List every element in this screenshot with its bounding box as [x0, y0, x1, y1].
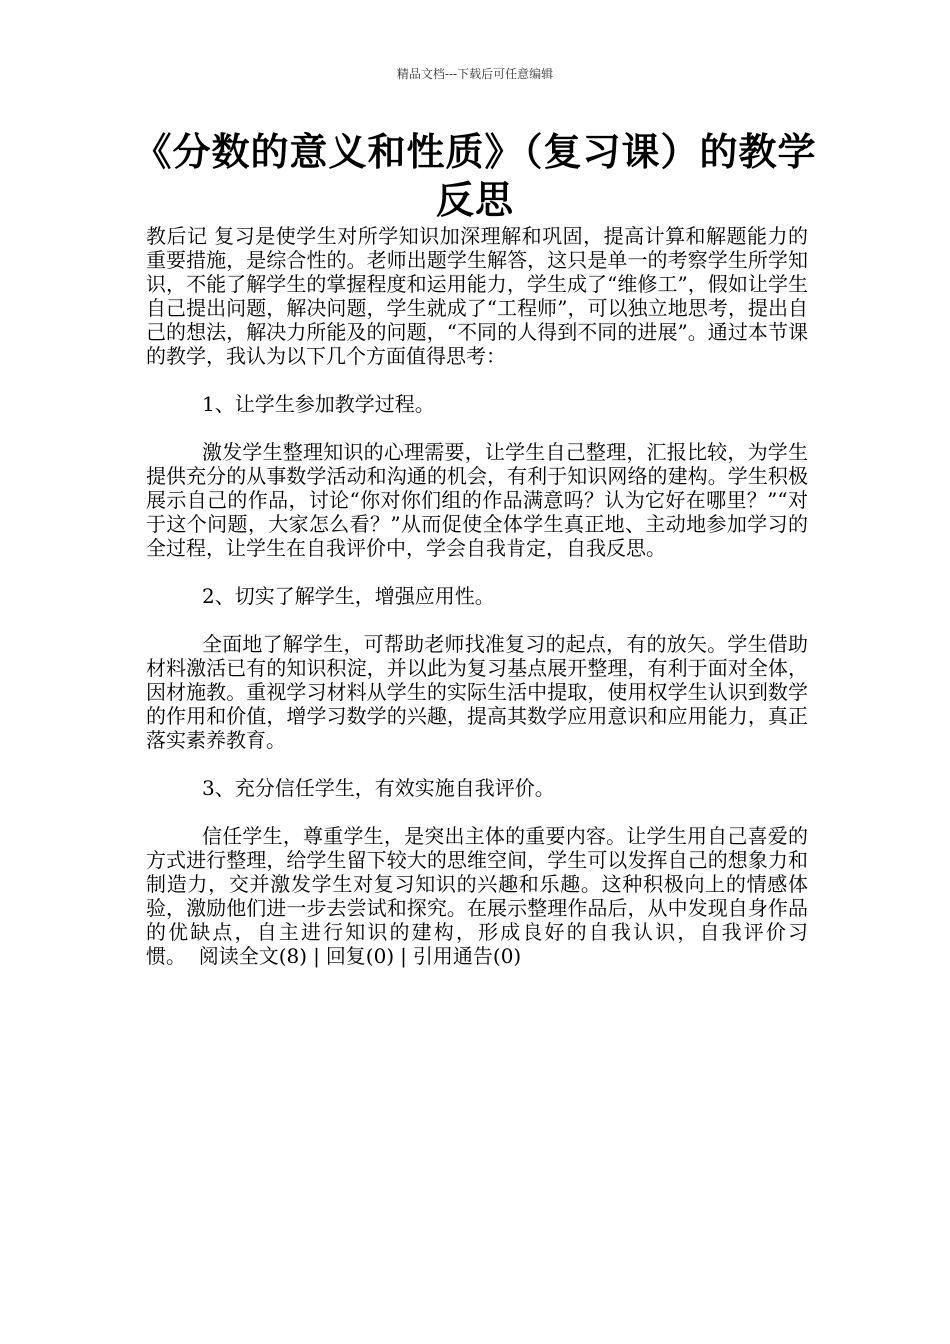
- section-3-body: 信任学生，尊重学生，是突出主体的重要内容。让学生用自己喜爱的方式进行整理，给学生留下较大的思维空间，学生可以发挥自己的想象力和制造力，交并激发学生对复习知识的兴趣和乐趣。这种积极向上的情感体验，激励他们进一步去尝试和探究。在展示整理作品后，从中发现自身作品的优缺点，自主进行知识的建构，形成良好的自我认识，自我评价习惯。: [146, 824, 808, 968]
- trackback-link[interactable]: 引用通告(0): [412, 944, 522, 968]
- section-2-text: 全面地了解学生，可帮助老师找准复习的起点，有的放矢。学生借助材料激活已有的知识积淀，并以此为复习基点展开整理，有利于面对全体，因材施教。重视学习材料从学生的实际生活中提取，使用权学生认识到数学的作用和价值，增学习数学的兴趣，提高其数学应用意识和应用能力，真正落实素养教育。: [146, 632, 808, 752]
- section-3-heading: 3、充分信任学生，有效实施自我评价。: [202, 776, 555, 800]
- section-3-text: [146, 824, 808, 968]
- page-header: 精品文档---下载后可任意编辑: [396, 67, 554, 81]
- section-1-text: 激发学生整理知识的心理需要，让学生自己整理，汇报比较，为学生提供充分的从事数学活动和沟通的机会，有利于知识网络的建构。学生积极展示自己的作品，讨论“你对你们组的作品满意吗？认为它好在哪里？”“对于这个问题，大家怎么看？”从而促使全体学生真正地、主动地参加学习的全过程，让学生在自我评价中，学会自我肯定，自我反思。: [146, 440, 808, 560]
- intro-paragraph: 教后记 复习是使学生对所学知识加深理解和巩固，提高计算和解题能力的重要措施，是综合性的。老师出题学生解答，这只是单一的考察学生所学知识，不能了解学生的掌握程度和运用能力，学生成了“维修工”，假如让学生自己提出问题，解决问题，学生就成了“工程师”，可以独立地思考，提出自己的想法，解决力所能及的问题，“不同的人得到不同的进展”。通过本节课的教学，我认为以下几个方面值得思考：: [146, 224, 808, 368]
- section-2-heading: 2、切实了解学生，增强应用性。: [202, 584, 495, 608]
- read-full-link[interactable]: 阅读全文(8): [198, 944, 308, 968]
- link-separator: |: [313, 944, 320, 968]
- document-title: 《分数的意义和性质》（复习课）的教学反思: [133, 130, 817, 222]
- reply-link[interactable]: 回复(0): [325, 944, 395, 968]
- document-body: [146, 224, 808, 968]
- link-separator-2: |: [400, 944, 407, 968]
- section-1-heading: 1、让学生参加教学过程。: [202, 392, 435, 416]
